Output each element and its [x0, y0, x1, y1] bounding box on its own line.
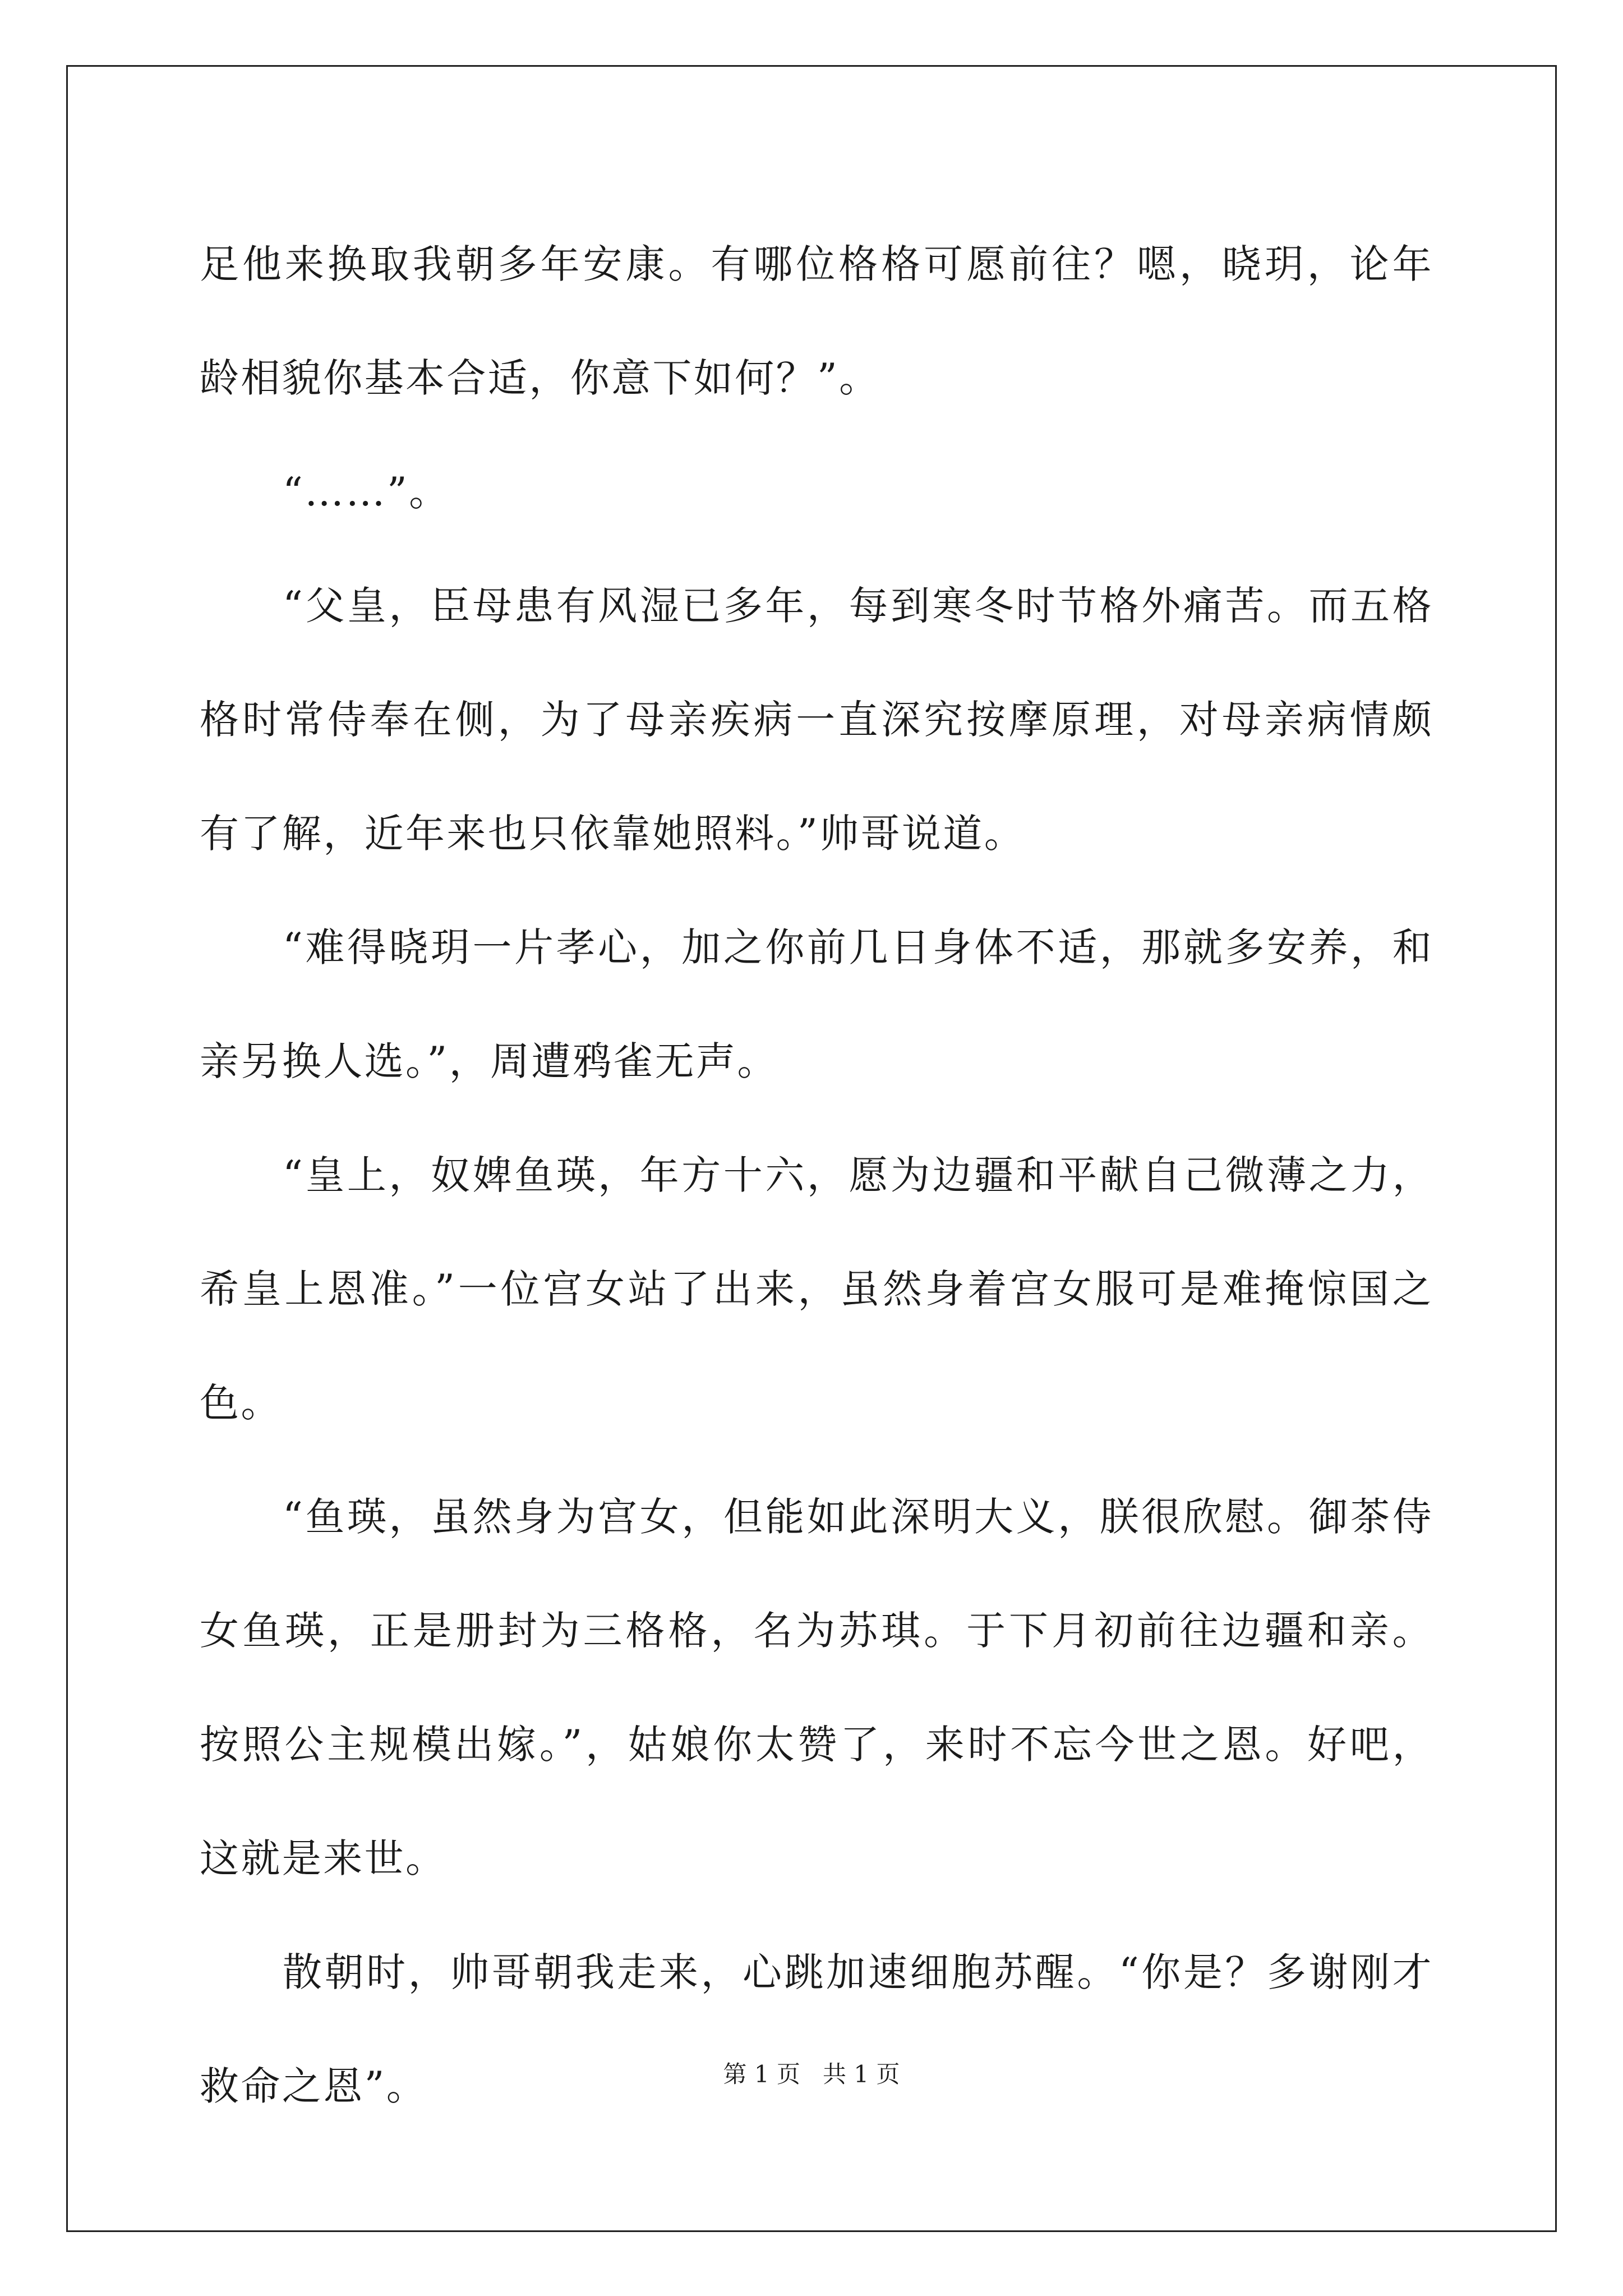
paragraph-7: 散朝时，帅哥朝我走来，心跳加速细胞苏醒。“你是？多谢刚才救命之恩”。: [200, 1949, 1433, 2109]
paragraph-3: “父皇，臣母患有风湿已多年，每到寒冬时节格外痛苦。而五格格时常侍奉在侧，为了母亲疾病一直深究按摩原理，对母亲病情颇有了解，近年来也只依靠她照料。”帅哥说道。: [200, 583, 1433, 857]
paragraph-1: 足他来换取我朝多年安康。有哪位格格可愿前往？嗯，晓玥，论年龄相貌你基本合适，你意下如何？”。: [200, 241, 1433, 401]
paragraph-5: “皇上，奴婢鱼瑛，年方十六，愿为边疆和平献自己微薄之力，希皇上恩准。”一位宫女站了出来，虽然身着宫女服可是难掩惊国之色。: [200, 1152, 1433, 1426]
paragraph-6: “鱼瑛，虽然身为宫女，但能如此深明大义，朕很欣慰。御茶侍女鱼瑛，正是册封为三格格，名为苏琪。于下月初前往边疆和亲。按照公主规模出嫁。”，姑娘你太赞了，来时不忘今世之恩。好吧，这就是来世。: [200, 1494, 1433, 1881]
page-number-footer: 第 1 页 共 1 页: [723, 2060, 900, 2088]
paragraph-4: “难得晓玥一片孝心，加之你前几日身体不适，那就多安养，和亲另换人选。”，周遭鸦雀无声。: [200, 924, 1433, 1084]
paragraph-2: “……”。: [283, 469, 450, 515]
document-body: [200, 208, 1433, 2143]
